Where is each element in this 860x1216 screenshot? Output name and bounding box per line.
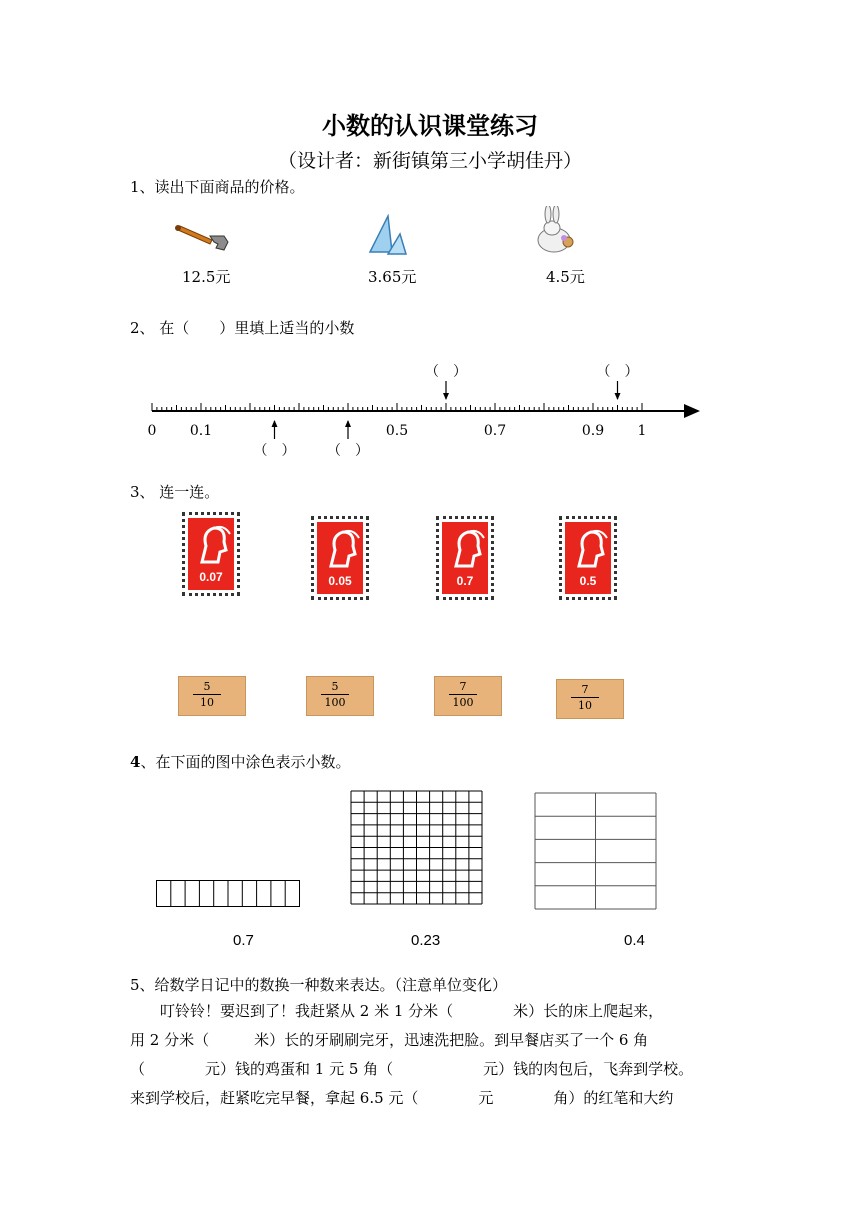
stamp-1 bbox=[182, 512, 240, 596]
blank-arrowhead bbox=[345, 420, 351, 427]
denominator: 100 bbox=[452, 696, 474, 709]
set-square-icon bbox=[366, 214, 412, 256]
fraction-card-2 bbox=[306, 676, 374, 716]
diary-line: 叮铃铃！要迟到了！我赶紧从 2 米 1 分米（ 米）长的床上爬起来， bbox=[130, 1002, 664, 1020]
diary-paragraph bbox=[130, 997, 750, 1113]
fraction-card-1 bbox=[178, 676, 246, 716]
blank-arrowhead bbox=[443, 393, 449, 400]
answer-blank: （ ） bbox=[425, 364, 467, 380]
price-set-square: 3.65元 bbox=[368, 268, 417, 286]
grid-square-100 bbox=[350, 790, 484, 906]
portrait-icon bbox=[194, 522, 234, 566]
fraction-card-4 bbox=[556, 679, 624, 719]
portrait-icon bbox=[448, 526, 488, 570]
question-1-text: 1、读出下面商品的价格。 bbox=[130, 178, 305, 196]
fraction bbox=[449, 680, 477, 709]
denominator: 10 bbox=[578, 699, 592, 712]
fraction bbox=[571, 683, 599, 712]
blank-arrowhead bbox=[615, 393, 621, 400]
question-4-label: 、在下面的图中涂色表示小数。 bbox=[140, 753, 351, 771]
answer-blank: （ ） bbox=[596, 364, 639, 380]
blank-arrowhead bbox=[272, 420, 278, 427]
numerator: 5 bbox=[331, 680, 339, 693]
number-line-arrowhead bbox=[684, 404, 700, 418]
question-4-number: 4 bbox=[130, 753, 141, 771]
number-line-label: 0.1 bbox=[189, 423, 213, 439]
number-line-ticks bbox=[152, 403, 642, 411]
number-line-label: 1 bbox=[637, 423, 647, 439]
price-wrench: 12.5元 bbox=[182, 268, 231, 286]
question-5-text: 5、给数学日记中的数换一种数来表达。（注意单位变化） bbox=[130, 976, 508, 994]
rabbit-icon bbox=[532, 206, 586, 256]
stamp-value: 0.5 bbox=[579, 574, 597, 588]
page-title: 小数的认识课堂练习 bbox=[322, 111, 538, 140]
portrait-icon bbox=[571, 526, 611, 570]
grid-strip-10 bbox=[156, 880, 302, 910]
denominator: 10 bbox=[200, 696, 214, 709]
number-line-label: 0.5 bbox=[385, 423, 409, 439]
question-2-text: 2、 在（ ）里填上适当的小数 bbox=[130, 319, 355, 337]
wrench-icon bbox=[172, 222, 232, 256]
number-line-label: 0 bbox=[147, 423, 157, 439]
answer-blank: （ ） bbox=[327, 443, 369, 459]
stamp-value: 0.7 bbox=[456, 574, 474, 588]
portrait-icon bbox=[323, 526, 363, 570]
fraction-card-3 bbox=[434, 676, 502, 716]
stamp-value: 0.05 bbox=[328, 574, 352, 588]
question-3-text: 3、 连一连。 bbox=[130, 483, 220, 501]
number-line-label: 0.9 bbox=[581, 423, 605, 439]
grid-table-10 bbox=[534, 792, 658, 912]
stamp-3 bbox=[436, 516, 494, 600]
numerator: 5 bbox=[203, 680, 211, 693]
stamp-2 bbox=[311, 516, 369, 600]
fraction bbox=[321, 680, 349, 709]
question-4-text bbox=[130, 751, 350, 772]
diary-line: 用 2 分米（ 米）长的牙刷刷完牙，迅速洗把脸。到早餐店买了一个 6 角 bbox=[130, 1031, 649, 1049]
numerator: 7 bbox=[581, 683, 589, 696]
grid-label-table: 0.4 bbox=[624, 932, 645, 949]
page-subtitle: （设计者：新街镇第三小学胡佳丹） bbox=[277, 150, 582, 172]
grid-label-strip: 0.7 bbox=[233, 932, 254, 949]
number-line bbox=[140, 360, 710, 460]
fraction bbox=[193, 680, 221, 709]
answer-blank: （ ） bbox=[253, 443, 296, 459]
denominator: 100 bbox=[324, 696, 346, 709]
diary-line: 来到学校后，赶紧吃完早餐，拿起 6.5 元（ 元 角）的红笔和大约 bbox=[130, 1089, 674, 1107]
stamp-value: 0.07 bbox=[199, 570, 223, 584]
number-line-label: 0.7 bbox=[483, 423, 507, 439]
price-rabbit: 4.5元 bbox=[546, 268, 585, 286]
grid-label-square: 0.23 bbox=[411, 932, 441, 949]
diary-line: （ 元）钱的鸡蛋和 1 元 5 角（ 元）钱的肉包后，飞奔到学校。 bbox=[130, 1060, 694, 1078]
stamp-4 bbox=[559, 516, 617, 600]
numerator: 7 bbox=[459, 680, 467, 693]
